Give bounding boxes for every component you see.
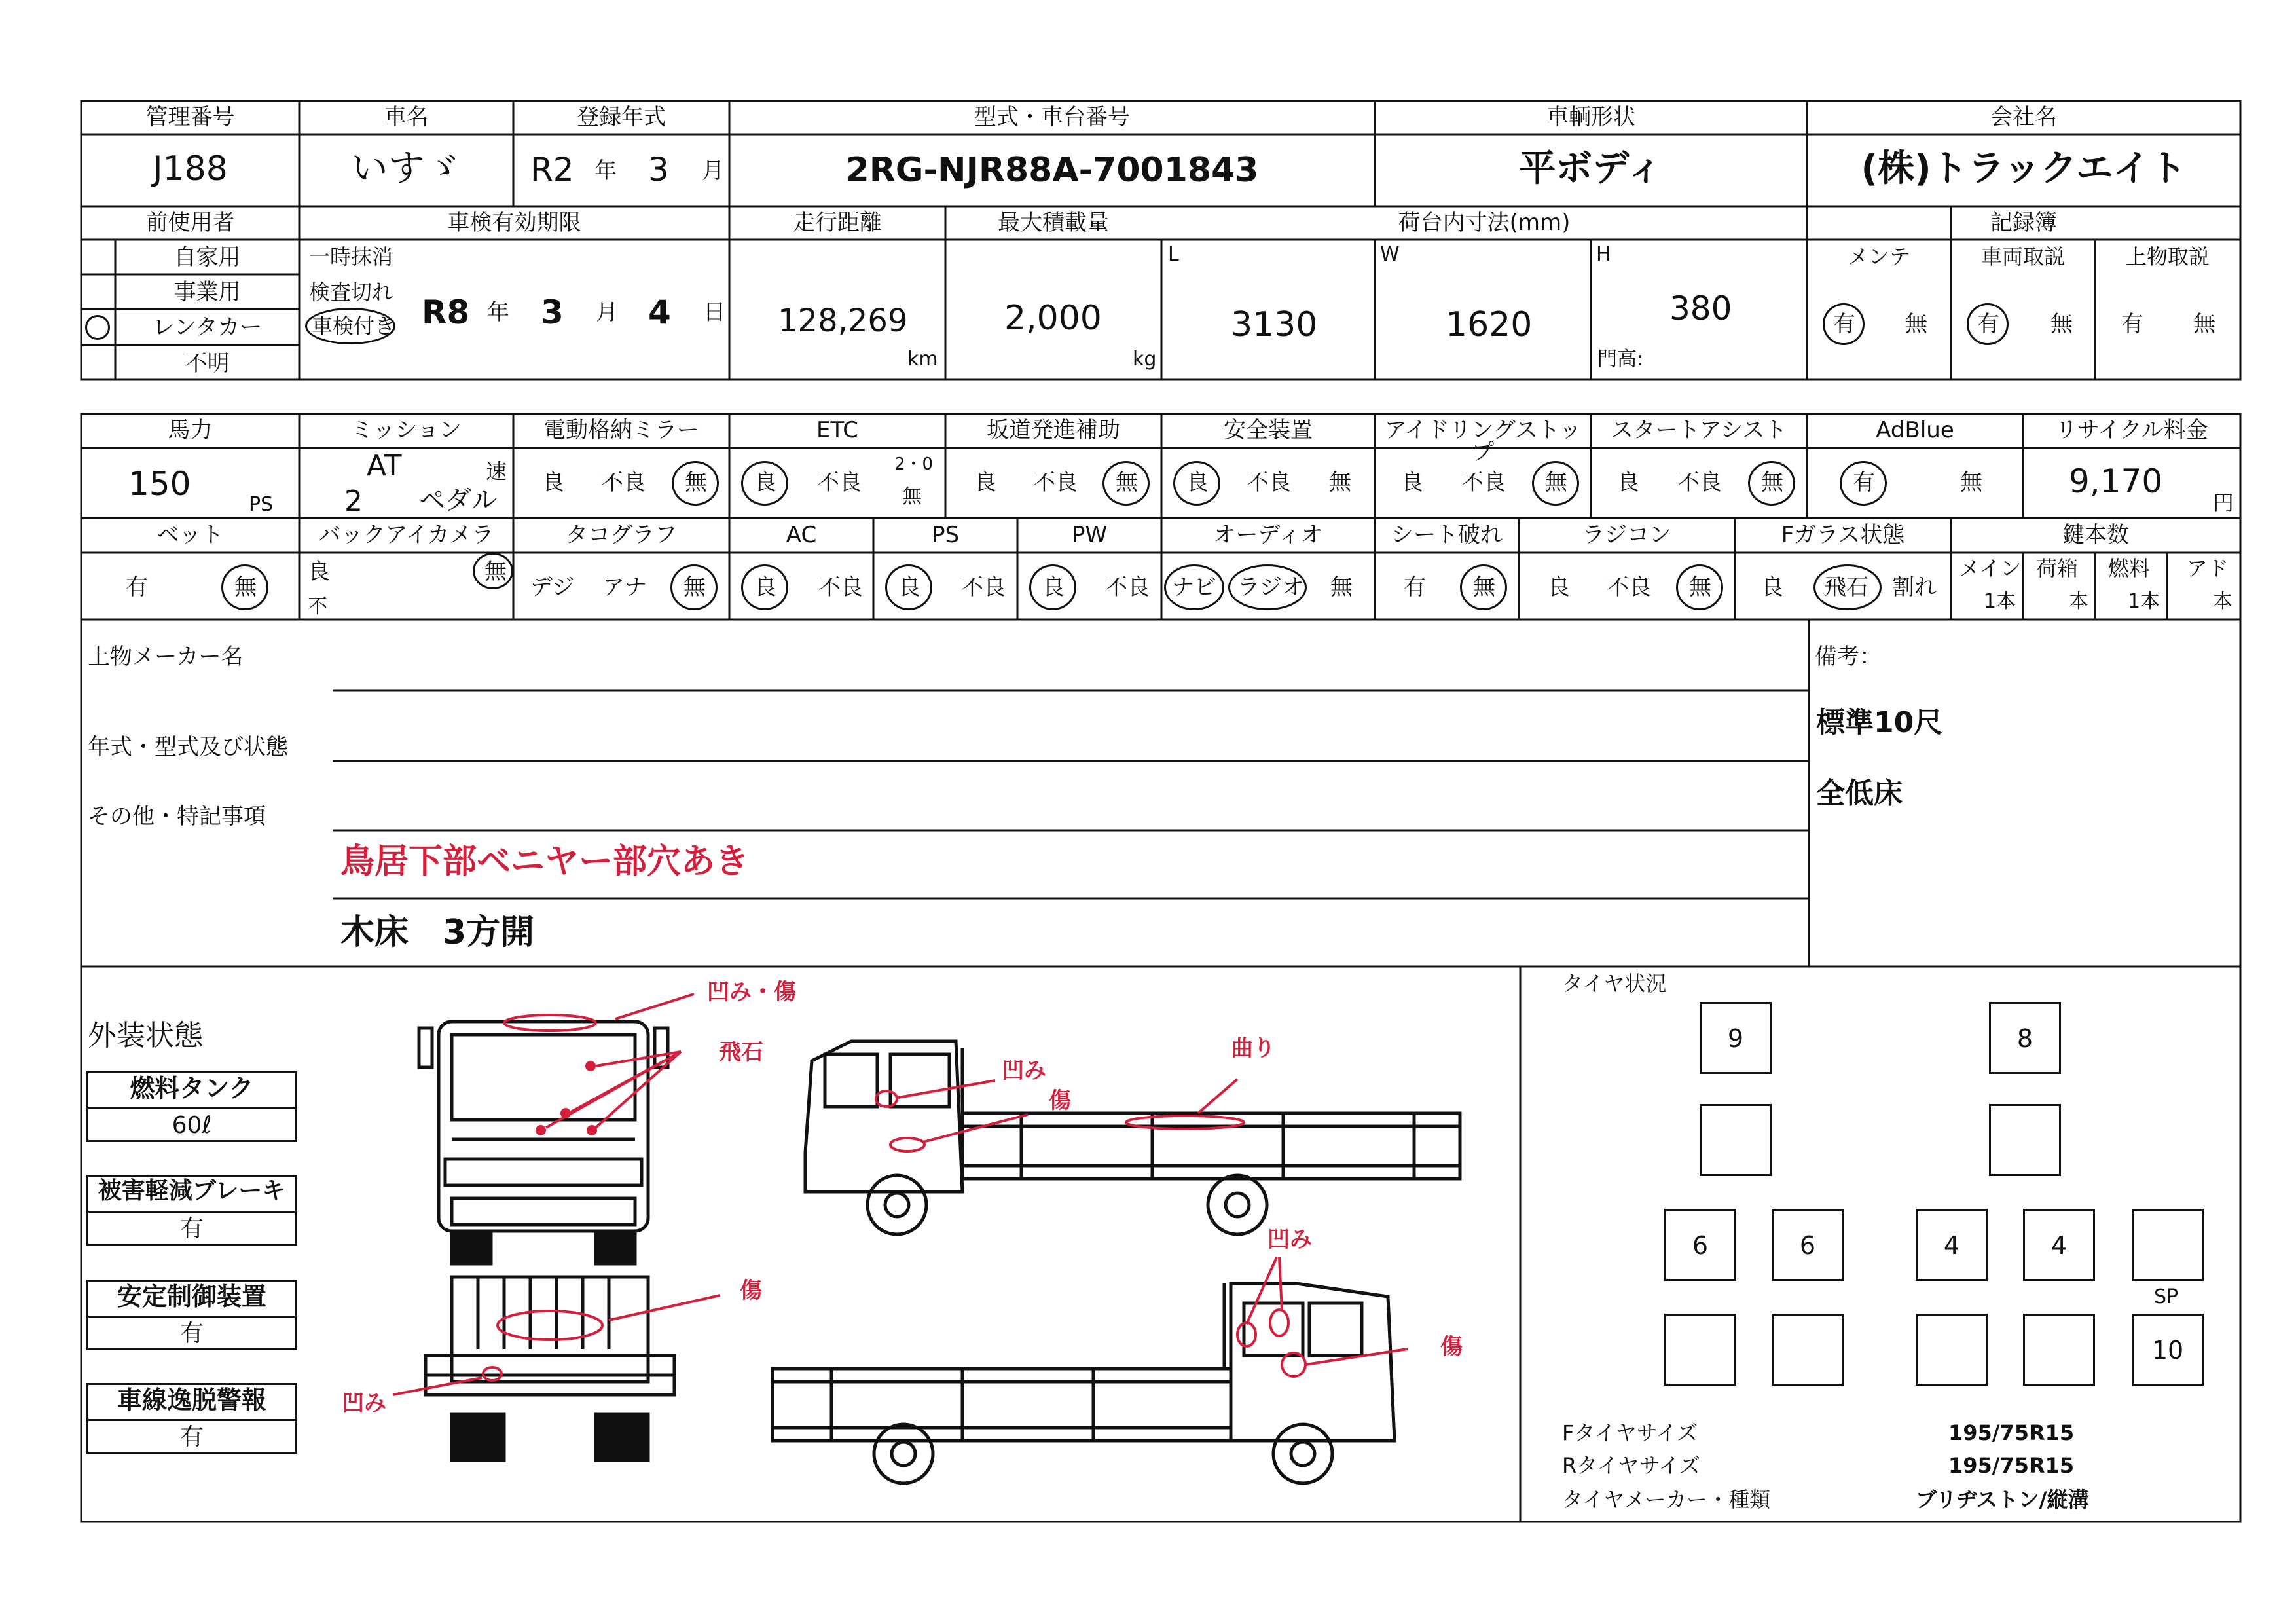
mission-pedal: ペダル	[419, 485, 498, 515]
header-hill-start: 坂道発進補助	[987, 417, 1120, 443]
safety-good-circle	[1173, 461, 1220, 506]
audio-radio-circle	[1228, 564, 1307, 610]
mirror-bad: 不良	[601, 470, 646, 496]
tire-inner-right	[1989, 1104, 2061, 1176]
exterior-title: 外装状態	[88, 1019, 203, 1052]
header-glass: Fガラス状態	[1781, 522, 1905, 548]
prev-user-business: 事業用	[173, 279, 241, 305]
records-body-no: 無	[2193, 311, 2215, 337]
tire-row4-4	[2023, 1314, 2095, 1386]
records-maint: メンテ	[1847, 244, 1910, 269]
etc-good-circle	[741, 461, 788, 506]
tire-maker-label: タイヤメーカー・種類	[1562, 1487, 1771, 1512]
insp-day-unit: 日	[703, 299, 725, 325]
tire-r-size-label: Rタイヤサイズ	[1562, 1453, 1701, 1478]
notes-year-label: 年式・型式及び状態	[88, 734, 288, 760]
records-vehicle-yes-circle	[1967, 303, 2009, 345]
biko-label: 備考：	[1815, 644, 1882, 670]
hill-none: 無	[1116, 470, 1138, 496]
header-reg-year: 登録年式	[577, 104, 666, 130]
notes-other-label: その他・特記事項	[88, 803, 266, 830]
exterior-item-lane	[86, 1383, 297, 1454]
header-prev-user: 前使用者	[145, 210, 235, 236]
biko-1: 標準10尺	[1816, 706, 1943, 739]
bed-gate-label: 門高:	[1597, 348, 1644, 371]
max-load-value: 2,000	[1004, 299, 1102, 338]
stability-label: 安定制御装置	[117, 1282, 266, 1311]
recycle-unit: 円	[2213, 490, 2234, 515]
tire-maker: ブリヂストン/縦溝	[1916, 1487, 2089, 1512]
records-vehicle-yes: 有	[1977, 311, 1999, 337]
hill-good: 良	[974, 470, 996, 496]
mgmt-no-value: J188	[153, 149, 228, 189]
insp-valid: 車検付き	[312, 314, 396, 339]
audio-navi-circle	[1164, 564, 1224, 610]
ps-good-circle	[885, 564, 932, 610]
mileage-unit: km	[907, 348, 938, 371]
lane-label: 車線逸脱警報	[117, 1386, 266, 1414]
reg-era-year: R2	[530, 151, 574, 189]
annot-chip: 飛石	[719, 1039, 763, 1065]
insp-day: 4	[648, 293, 671, 331]
reg-month: 3	[648, 151, 669, 189]
annot-dent-left: 凹み	[1267, 1227, 1312, 1253]
hp-unit: PS	[249, 493, 274, 516]
recycle-value: 9,170	[2069, 462, 2163, 500]
header-keys: 鍵本数	[2062, 522, 2129, 548]
biko-2: 全低床	[1816, 777, 1903, 810]
header-etc: ETC	[816, 417, 858, 443]
header-bed-dims: 荷台内寸法(mm)	[1398, 210, 1571, 236]
key-main-count: 1本	[1984, 590, 2016, 613]
lane-value: 有	[179, 1424, 204, 1450]
safety-bad: 不良	[1247, 470, 1291, 496]
records-maint-no: 無	[1905, 311, 1927, 337]
prev-user-unknown: 不明	[185, 350, 230, 377]
etc-20: 2・0	[894, 454, 934, 474]
insp-expired: 検査切れ	[309, 280, 393, 304]
idle-none: 無	[1545, 470, 1567, 496]
insp-month: 3	[541, 293, 564, 331]
seat-yes: 有	[1404, 574, 1426, 600]
tire-row4-1	[1664, 1314, 1736, 1386]
assist-good: 良	[1617, 470, 1639, 496]
bed-h-value: 380	[1669, 289, 1732, 327]
stability-value: 有	[179, 1320, 204, 1347]
bed-l-value: 3130	[1231, 305, 1318, 344]
header-body-type: 車輌形状	[1546, 104, 1635, 130]
insp-valid-circle	[305, 308, 395, 344]
remote-bad: 不良	[1607, 574, 1651, 600]
adblue-yes-circle	[1840, 461, 1887, 506]
ps-good: 良	[898, 574, 920, 600]
tire-rear-r-outer-label: 4	[2050, 1231, 2068, 1260]
header-bed: ベット	[156, 522, 224, 548]
annot-dent-rear: 凹み	[342, 1390, 386, 1416]
hill-none-circle	[1102, 461, 1150, 506]
ac-bad: 不良	[818, 574, 863, 600]
idle-good: 良	[1401, 470, 1423, 496]
tire-rear-l-outer-label: 6	[1692, 1231, 1709, 1260]
header-seat: シート破れ	[1391, 522, 1503, 548]
tire-f-size: 195/75R15	[1948, 1420, 2075, 1445]
company-value: (株)トラックエイト	[1861, 147, 2187, 190]
adblue-yes: 有	[1853, 470, 1875, 496]
ps-bad: 不良	[961, 574, 1006, 600]
key-ad-count: 本	[2213, 590, 2232, 613]
bed-h-label: H	[1596, 243, 1611, 266]
fuel-label: 燃料タンク	[130, 1074, 254, 1103]
camera-good: 良	[308, 559, 330, 585]
tacho-none-circle	[670, 564, 718, 610]
header-tacho: タコグラフ	[566, 522, 677, 548]
pw-good-circle	[1029, 564, 1076, 610]
mirror-good: 良	[542, 470, 564, 496]
tire-row4-3	[1916, 1314, 1988, 1386]
key-box-count: 本	[2069, 590, 2088, 613]
pw-bad: 不良	[1105, 574, 1150, 600]
tire-rear-r-inner	[1916, 1209, 1988, 1281]
remote-none: 無	[1689, 574, 1711, 600]
remote-good: 良	[1548, 574, 1570, 600]
tire-f-size-label: Fタイヤサイズ	[1562, 1420, 1698, 1445]
camera-none-circle	[473, 553, 513, 589]
exterior-item-brake	[86, 1175, 297, 1246]
tacho-digi: デジ	[530, 574, 575, 600]
tire-inner-left	[1700, 1104, 1772, 1176]
annot-dent-scratch: 凹み・傷	[707, 979, 796, 1005]
adblue-none: 無	[1960, 470, 1982, 496]
ac-good-circle	[741, 564, 788, 610]
car-name-value: いすゞ	[351, 147, 462, 190]
bed-w-value: 1620	[1446, 305, 1533, 344]
header-company: 会社名	[1990, 104, 2057, 130]
header-mission: ミッション	[351, 417, 462, 443]
safety-none: 無	[1329, 470, 1351, 496]
mission-at: AT	[367, 449, 402, 483]
annot-scratch-rear: 傷	[740, 1278, 762, 1304]
key-box-label: 荷箱	[2036, 556, 2079, 581]
prev-user-rental: レンタカー	[152, 314, 263, 341]
records-maint-yes-circle	[1823, 303, 1865, 345]
header-recycle: リサイクル料金	[2055, 417, 2208, 443]
assist-none: 無	[1761, 470, 1783, 496]
glass-chip: 飛石	[1824, 574, 1868, 600]
audio-radio: ラジオ	[1237, 574, 1304, 600]
tire-extra-top	[2132, 1209, 2204, 1281]
safety-good: 良	[1186, 470, 1209, 496]
records-body-yes: 有	[2121, 311, 2143, 337]
records-vehicle-no: 無	[2050, 311, 2073, 337]
etc-bad: 不良	[817, 470, 862, 496]
notes-maker-label: 上物メーカー名	[88, 644, 244, 670]
mirror-none-circle	[672, 461, 719, 506]
bed-yes: 有	[126, 574, 148, 600]
header-back-camera: バックアイカメラ	[318, 522, 494, 548]
rental-check-mark	[85, 315, 110, 340]
body-type-value: 平ボディ	[1519, 147, 1663, 190]
camera-bad: 不	[308, 595, 327, 618]
insp-month-unit: 月	[596, 299, 618, 325]
header-mirror: 電動格納ミラー	[543, 417, 699, 443]
records-vehicle-manual: 車両取説	[1980, 244, 2065, 269]
annot-bend: 曲り	[1231, 1035, 1275, 1061]
header-remote: ラジコン	[1582, 522, 1671, 548]
pw-good: 良	[1042, 574, 1065, 600]
seat-none: 無	[1473, 574, 1495, 600]
hp-value: 150	[128, 465, 191, 503]
insp-era-year: R8	[422, 293, 470, 331]
audio-navi: ナビ	[1172, 574, 1216, 600]
key-fuel-label: 燃料	[2108, 556, 2151, 581]
header-max-load: 最大積載量	[998, 210, 1109, 236]
tire-rear-l-inner-label: 6	[1799, 1231, 1816, 1260]
annot-dent-side: 凹み	[1002, 1058, 1046, 1084]
key-ad-label: アド	[2187, 556, 2229, 581]
tire-9	[1700, 1002, 1772, 1074]
tire-sp-label: SP	[2154, 1285, 2179, 1308]
header-adblue: AdBlue	[1876, 417, 1954, 443]
reg-month-unit: 月	[702, 158, 724, 184]
max-load-unit: kg	[1133, 348, 1157, 371]
annot-scratch-side: 傷	[1049, 1088, 1071, 1114]
header-ac: AC	[786, 522, 817, 548]
header-safety: 安全装置	[1224, 417, 1313, 443]
bed-l-label: L	[1168, 243, 1179, 266]
fuel-value: 60ℓ	[172, 1112, 212, 1139]
annot-scratch-left: 傷	[1440, 1334, 1463, 1360]
idle-bad: 不良	[1461, 470, 1506, 496]
mirror-none: 無	[685, 470, 707, 496]
mission-speed-unit: 速	[486, 459, 507, 484]
tire-rear-l-inner	[1772, 1209, 1844, 1281]
header-pw: PW	[1071, 522, 1108, 548]
tire-spare-label: 10	[2151, 1336, 2184, 1365]
mission-2: 2	[344, 485, 363, 518]
header-model-chassis: 型式・車台番号	[974, 104, 1130, 130]
bed-w-label: W	[1380, 243, 1400, 266]
header-ps: PS	[931, 522, 960, 548]
tire-rear-l-outer	[1664, 1209, 1736, 1281]
camera-none: 無	[484, 559, 507, 585]
header-mileage: 走行距離	[793, 210, 882, 236]
tires-title: タイヤ状況	[1562, 971, 1667, 996]
bed-none: 無	[234, 574, 257, 600]
tire-rear-r-outer	[2023, 1209, 2095, 1281]
tire-8	[1989, 1002, 2061, 1074]
insp-temp-erase: 一時抹消	[309, 244, 393, 269]
exterior-item-fuel	[86, 1071, 297, 1142]
header-records: 記録簿	[1990, 210, 2057, 236]
header-hp: 馬力	[168, 417, 213, 443]
tire-8-label: 8	[2016, 1024, 2033, 1053]
tire-r-size: 195/75R15	[1948, 1453, 2075, 1478]
key-main-label: メイン	[1959, 556, 2022, 581]
tacho-ana: アナ	[602, 574, 647, 600]
records-maint-yes: 有	[1833, 311, 1855, 337]
tire-row4-2	[1772, 1314, 1844, 1386]
assist-none-circle	[1748, 461, 1795, 506]
tacho-none: 無	[683, 574, 706, 600]
bed-none-circle	[221, 564, 268, 610]
insp-year-unit: 年	[487, 299, 509, 325]
assist-bad: 不良	[1677, 470, 1722, 496]
glass-crack: 割れ	[1892, 574, 1937, 600]
audio-none: 無	[1330, 574, 1353, 600]
notes-remark-red: 鳥居下部ベニヤー部穴あき	[340, 842, 750, 881]
reg-year-unit: 年	[594, 158, 617, 184]
hill-bad: 不良	[1033, 470, 1078, 496]
header-car-name: 車名	[384, 104, 429, 130]
brake-label: 被害軽減ブレーキ	[98, 1177, 286, 1204]
glass-chip-circle	[1813, 564, 1882, 610]
model-chassis-value: 2RG-NJR88A-7001843	[845, 151, 1259, 190]
exterior-item-stability	[86, 1280, 297, 1350]
etc-good: 良	[754, 470, 776, 496]
header-idle-stop: アイドリングストップ	[1384, 417, 1582, 466]
seat-none-circle	[1460, 564, 1507, 610]
glass-good: 良	[1761, 574, 1783, 600]
header-mgmt-no: 管理番号	[145, 104, 235, 130]
mileage-value: 128,269	[778, 303, 908, 339]
key-fuel-count: 1本	[2128, 590, 2160, 613]
brake-value: 有	[179, 1215, 204, 1242]
header-audio: オーディオ	[1213, 522, 1323, 548]
notes-remark: 木床 3方開	[340, 913, 535, 952]
tire-spare	[2132, 1314, 2204, 1386]
idle-none-circle	[1532, 461, 1579, 506]
remote-none-circle	[1676, 564, 1723, 610]
header-inspection: 車検有効期限	[447, 210, 581, 236]
prev-user-private: 自家用	[173, 244, 241, 270]
header-start-assist: スタートアシスト	[1611, 417, 1787, 443]
ac-good: 良	[754, 574, 776, 600]
tire-9-label: 9	[1727, 1024, 1744, 1053]
etc-none: 無	[902, 485, 922, 508]
tire-rear-r-inner-label: 4	[1943, 1231, 1960, 1260]
records-body-manual: 上物取説	[2125, 244, 2210, 269]
